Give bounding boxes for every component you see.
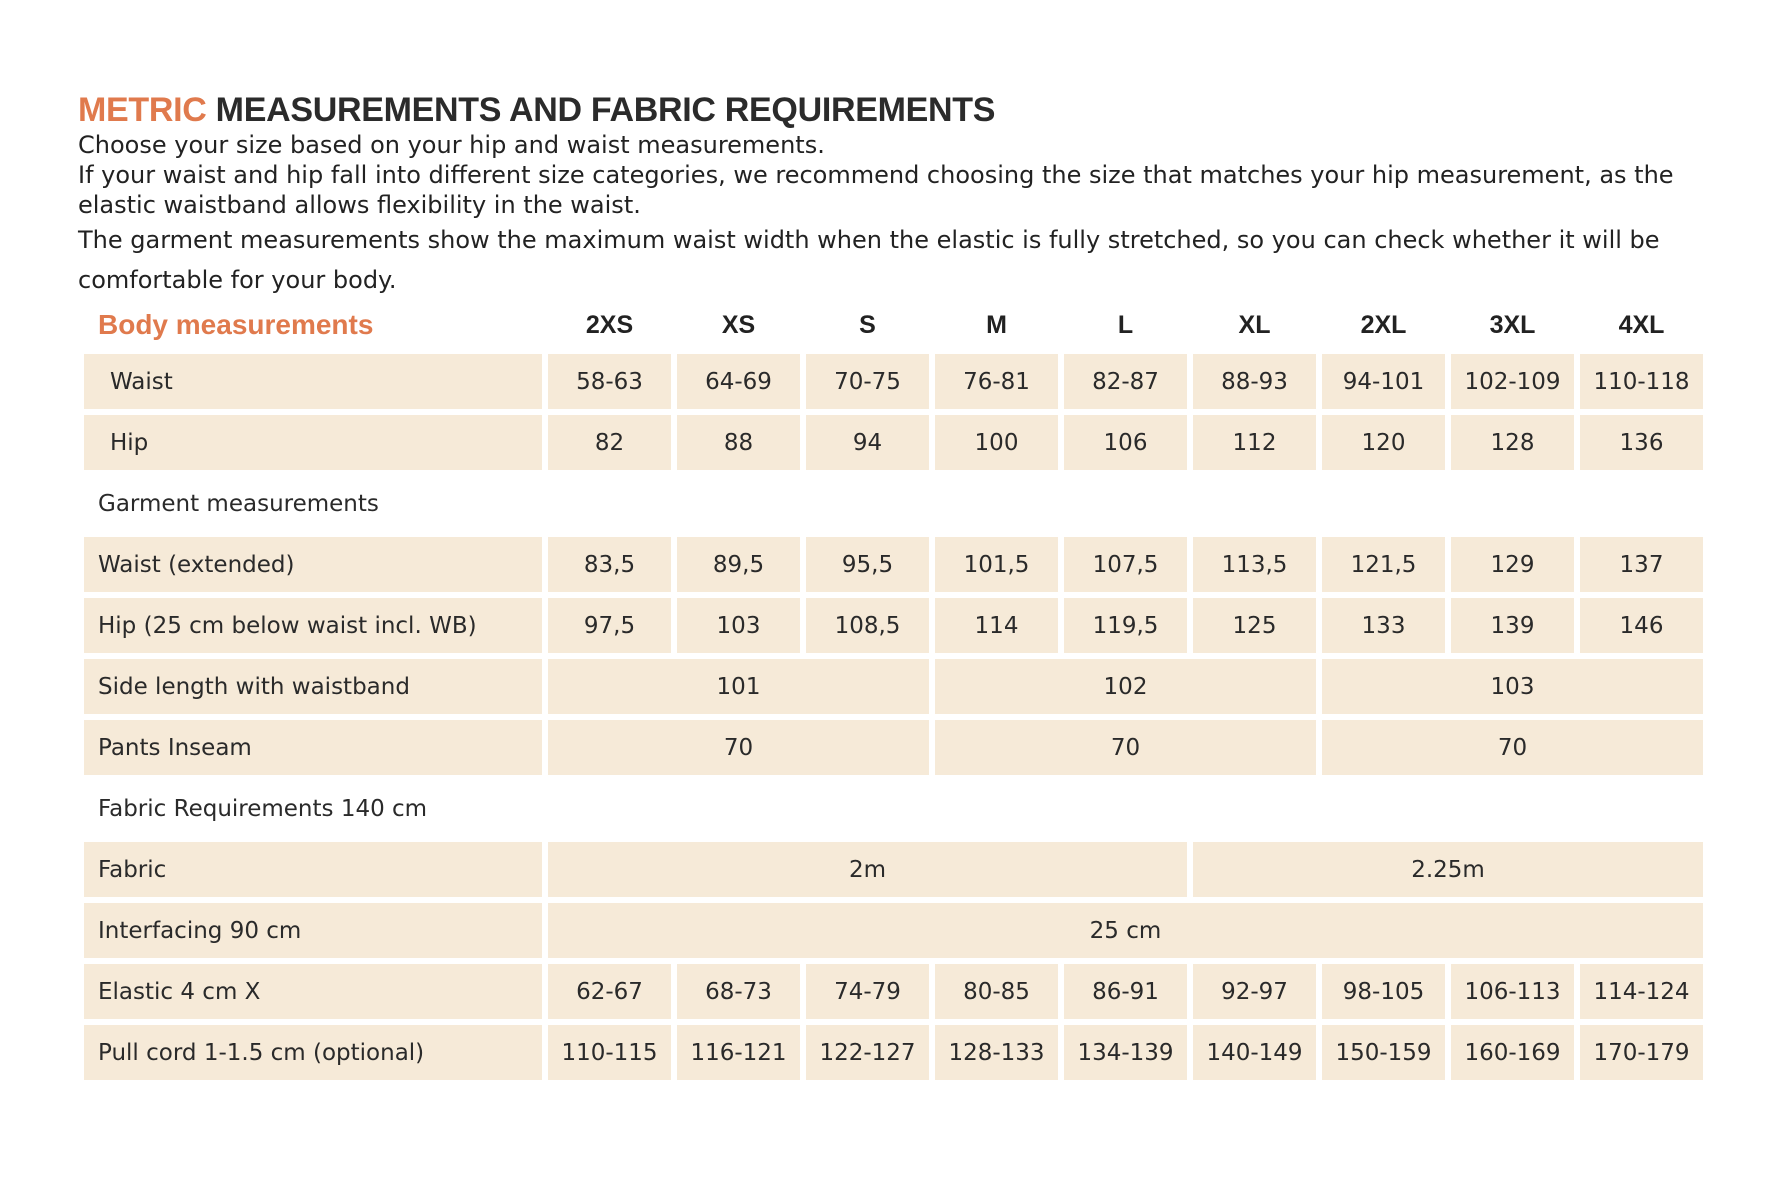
size-header: 2XS (585, 310, 634, 339)
table-cell: 80-85 (935, 964, 1058, 1019)
row-label-hip: Hip (84, 415, 542, 470)
table-cell: 129 (1451, 537, 1574, 592)
table-cell: 122-127 (806, 1025, 929, 1080)
table-cell: 94-101 (1322, 354, 1445, 409)
table-cell: 82 (548, 415, 671, 470)
table-cell: 106-113 (1451, 964, 1574, 1019)
row-label-elastic: Elastic 4 cm X (84, 964, 542, 1019)
table-cell: 108,5 (806, 598, 929, 653)
table-cell: 120 (1322, 415, 1445, 470)
table-cell: 25 cm (548, 903, 1703, 958)
table-cell: 110-118 (1580, 354, 1703, 409)
table-cell: 82-87 (1064, 354, 1187, 409)
table-cell: 2m (548, 842, 1187, 897)
size-header: 2XL (1360, 310, 1407, 339)
table-cell: 94 (806, 415, 929, 470)
table-cell: 74-79 (806, 964, 929, 1019)
table-cell: 112 (1193, 415, 1316, 470)
section-fabric-requirements: Fabric Requirements 140 cm (98, 795, 428, 822)
table-cell: 125 (1193, 598, 1316, 653)
title-accent: METRIC (78, 91, 207, 129)
size-header: 3XL (1489, 310, 1536, 339)
table-cell: 68-73 (677, 964, 800, 1019)
table-cell: 62-67 (548, 964, 671, 1019)
row-label-side-length: Side length with waistband (84, 659, 542, 714)
table-cell: 133 (1322, 598, 1445, 653)
table-cell: 113,5 (1193, 537, 1316, 592)
table-cell: 83,5 (548, 537, 671, 592)
section-garment-measurements: Garment measurements (98, 490, 379, 517)
table-cell: 119,5 (1064, 598, 1187, 653)
table-cell: 70 (935, 720, 1316, 775)
table-cell: 146 (1580, 598, 1703, 653)
table-cell: 95,5 (806, 537, 929, 592)
size-header: M (986, 310, 1007, 339)
table-cell: 70 (548, 720, 929, 775)
table-cell: 92-97 (1193, 964, 1316, 1019)
table-cell: 76-81 (935, 354, 1058, 409)
row-label-garment-hip: Hip (25 cm below waist incl. WB) (84, 598, 542, 653)
table-cell: 64-69 (677, 354, 800, 409)
row-label-interfacing: Interfacing 90 cm (84, 903, 542, 958)
table-cell: 101 (548, 659, 929, 714)
size-header: XL (1238, 310, 1271, 339)
row-label-fabric: Fabric (84, 842, 542, 897)
table-cell: 88-93 (1193, 354, 1316, 409)
intro-line-2: If your waist and hip fall into different size categories, we recommend choosing the size that matches your hip measurement, as the elastic waistband allows flexibility in the waist. (78, 161, 1674, 219)
intro-text (78, 130, 1718, 300)
size-header: S (859, 310, 876, 339)
table-cell: 134-139 (1064, 1025, 1187, 1080)
table-cell: 103 (1322, 659, 1703, 714)
table-cell: 139 (1451, 598, 1574, 653)
table-cell: 89,5 (677, 537, 800, 592)
table-cell: 98-105 (1322, 964, 1445, 1019)
page-title (78, 90, 995, 130)
table-cell: 160-169 (1451, 1025, 1574, 1080)
size-header: L (1117, 310, 1134, 339)
table-cell: 137 (1580, 537, 1703, 592)
intro-line-3: The garment measurements show the maximum waist width when the elastic is fully stretched, so you can check whether it will be comfortable for your body. (78, 226, 1660, 294)
table-cell: 101,5 (935, 537, 1058, 592)
table-cell: 128-133 (935, 1025, 1058, 1080)
table-cell: 102-109 (1451, 354, 1574, 409)
table-cell: 97,5 (548, 598, 671, 653)
table-cell: 170-179 (1580, 1025, 1703, 1080)
table-cell: 86-91 (1064, 964, 1187, 1019)
table-cell: 70-75 (806, 354, 929, 409)
table-cell: 140-149 (1193, 1025, 1316, 1080)
row-label-inseam: Pants Inseam (84, 720, 542, 775)
table-cell: 121,5 (1322, 537, 1445, 592)
size-header: 4XL (1618, 310, 1665, 339)
table-cell: 128 (1451, 415, 1574, 470)
row-label-waist: Waist (84, 354, 542, 409)
table-cell: 88 (677, 415, 800, 470)
row-label-pull-cord: Pull cord 1-1.5 cm (optional) (84, 1025, 542, 1080)
table-cell: 107,5 (1064, 537, 1187, 592)
table-title: Body measurements (98, 309, 374, 340)
table-cell: 136 (1580, 415, 1703, 470)
intro-line-1: Choose your size based on your hip and waist measurements. (78, 131, 825, 159)
size-table (84, 302, 1704, 1080)
size-header: XS (721, 310, 756, 339)
table-cell: 114 (935, 598, 1058, 653)
table-cell: 106 (1064, 415, 1187, 470)
table-cell: 150-159 (1322, 1025, 1445, 1080)
table-cell: 114-124 (1580, 964, 1703, 1019)
table-cell: 102 (935, 659, 1316, 714)
table-cell: 58-63 (548, 354, 671, 409)
table-cell: 100 (935, 415, 1058, 470)
row-label-waist-extended: Waist (extended) (84, 537, 542, 592)
table-cell: 2.25m (1193, 842, 1703, 897)
title-rest: MEASUREMENTS AND FABRIC REQUIREMENTS (206, 91, 996, 129)
table-cell: 110-115 (548, 1025, 671, 1080)
table-cell: 70 (1322, 720, 1703, 775)
table-cell: 116-121 (677, 1025, 800, 1080)
table-cell: 103 (677, 598, 800, 653)
